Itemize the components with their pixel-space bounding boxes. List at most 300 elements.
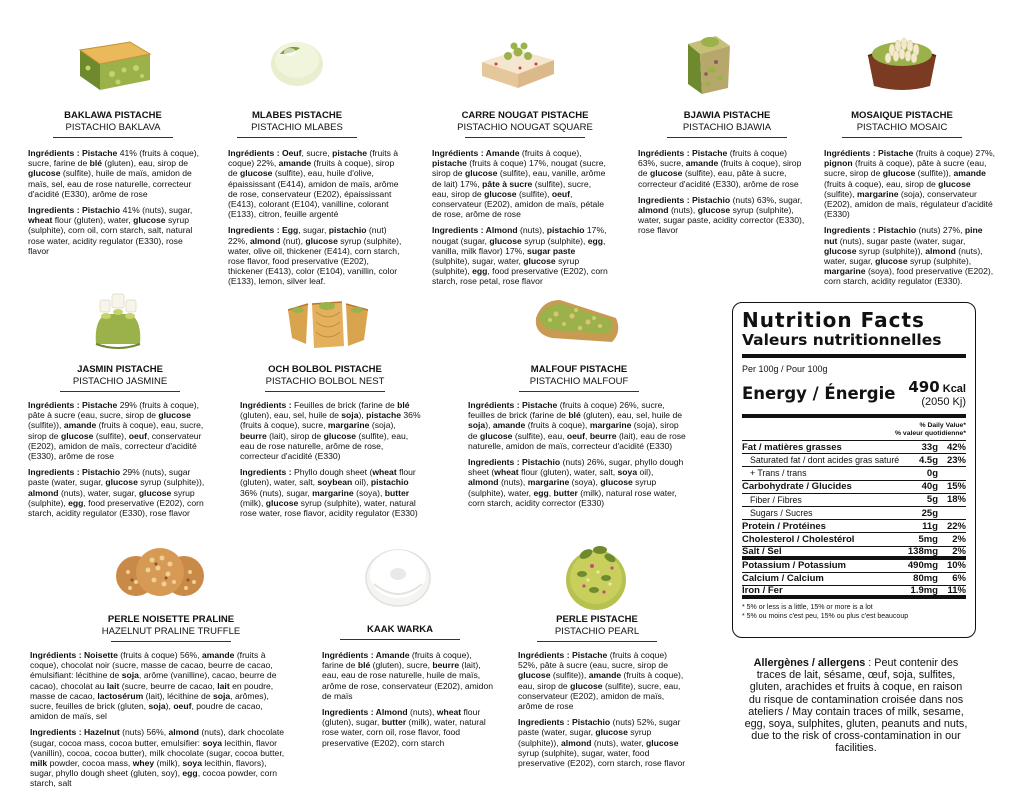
ingredient-bold: Ingrédients :: [30, 650, 84, 660]
ingredients-en: [28, 205, 203, 256]
nutrient-amount: 80mg: [913, 573, 938, 585]
ingredient-bold: Hazelnut: [83, 727, 120, 738]
ingredient-bold: wheat: [494, 467, 519, 478]
ingredient-text: 41% (fruits à coque), sucre, farine de: [28, 148, 200, 169]
nutrition-rows: [742, 441, 966, 599]
ingredient-text: en poudre, masse de cacao,: [30, 680, 274, 701]
product-title-en: PISTACHIO MOSAIC: [856, 122, 948, 133]
ingredient-bold: pistachio: [370, 477, 409, 488]
nutrient-label: Calcium / Calcium: [742, 573, 824, 585]
ingredient-bold: soja: [121, 670, 139, 681]
ingredient-bold: butter: [553, 487, 578, 498]
ingredient-bold: glucose: [570, 680, 603, 691]
ingredient-text: syrup (sulphite)),: [137, 477, 205, 488]
nutrient-label: + Trans / trans: [750, 468, 807, 479]
ingredient-bold: margarine: [589, 420, 632, 431]
nutrient-label: Cholesterol / Cholestérol: [742, 533, 855, 545]
product-title-fr: KAAK WARKA: [367, 624, 433, 635]
nutrition-row: [742, 481, 966, 494]
ingredient-text: lecithin, flavor (vanillin), cocoa, cocoa butter), milk chocolate (sugar, cocoa butter,: [30, 737, 285, 758]
ingredient-bold: Pistachio: [81, 205, 121, 216]
energy-kcal: 490: [908, 378, 940, 396]
ingredient-text: syrup (sulphite), water, olive oil, thickener (E414), corn starch, rose flavor, food preservative (E202), thickener (E413), color (E104), vanillin, color (E133), lemon, silver leaf.: [228, 235, 402, 287]
ingredient-bold: glucose: [489, 235, 522, 246]
ingredient-text: syrup (sulphite),: [521, 235, 588, 246]
ingredient-text: (sulfite)),: [550, 670, 589, 681]
product-title-en: PISTACHIO PEARL: [554, 626, 640, 637]
nutrition-row: [742, 520, 966, 533]
ingredient-text: , sugar,: [298, 225, 329, 236]
product-title-fr: OCH BOLBOL PISTACHE: [268, 364, 382, 375]
title-divider: [53, 137, 173, 138]
product-title-fr: JASMIN PISTACHE: [77, 364, 163, 375]
nutrition-row: [742, 533, 966, 546]
nutrition-subtitle: Valeurs nutritionnelles: [742, 331, 942, 349]
product-title: [512, 614, 682, 642]
ingredient-bold: lactosérum: [97, 690, 144, 701]
bolbol-image: [284, 288, 372, 354]
ingredient-text: (fruits à coque), sirop de: [228, 158, 395, 179]
ingredients-block: [322, 650, 494, 754]
perle-image: [560, 534, 632, 614]
ingredient-text: (sulfite), sucre, eau, conservateur (E202), amidon de maïs, arôme de rose: [518, 680, 681, 712]
nutrient-daily-value: 11%: [947, 585, 966, 597]
nutrition-energy: [742, 374, 966, 418]
ingredient-text: flour (gluten), sugar,: [322, 707, 481, 728]
energy-kj: (2050 Kj): [921, 396, 966, 408]
ingredient-text: (soya), food preservative (E202), corn starch, acidity regulator (E330).: [824, 266, 994, 287]
ingredient-text: (sulfite),: [516, 188, 552, 199]
product-title-fr: MOSAIQUE PISTACHE: [851, 110, 953, 121]
ingredients-fr: [518, 650, 686, 711]
ingredients-fr: [432, 148, 610, 219]
ingredient-bold: glucose: [28, 168, 61, 179]
ingredient-text: (nuts), water, sugar,: [824, 245, 983, 267]
ingredient-text: (sulfite), sucre, eau, sirop de: [432, 178, 592, 199]
ingredient-text: (nut) 22%,: [228, 225, 387, 246]
ingredient-bold: pâte à sucre: [482, 178, 533, 189]
ingredient-text: syrup (sulphite),: [432, 256, 580, 277]
ingredient-text: (sulfite), eau, eau de rose naturelle, arôme de rose, correcteur d'acidité (E330): [240, 430, 409, 462]
ingredient-text: (milk), natural rose water, corn starch, acidity corrector (E330): [468, 487, 677, 508]
ingredient-bold: egg: [472, 266, 488, 277]
ingredient-text: (sulfite), huile de maïs, amidon de maïs, sel, eau de rose naturelle, correcteur d'acidité (E330), arôme de rose: [28, 168, 192, 199]
product-title-en: PISTACHIO JASMINE: [72, 376, 168, 387]
nutrition-row: [742, 507, 966, 520]
ingredient-bold: Ingrédients :: [240, 400, 294, 410]
ingredient-bold: Almond: [485, 225, 518, 236]
nutrition-serving: Per 100g / Pour 100g: [742, 354, 966, 374]
ingredient-text: (nuts),: [407, 707, 437, 718]
ingredient-bold: glucose: [824, 245, 857, 256]
product-title-en: PISTACHIO MLABES: [251, 122, 343, 133]
ingredient-text: Feuilles de brick (farine de: [293, 400, 398, 410]
ingredients-en: [228, 225, 403, 286]
ingredient-bold: Ingredients :: [28, 205, 82, 216]
ingredient-bold: Ingredients :: [322, 707, 376, 718]
product-title-en: PISTACHIO MALFOUF: [529, 376, 629, 387]
nutrient-amount: 5mg: [918, 533, 938, 545]
ingredient-bold: glucose: [138, 487, 172, 498]
product-title: [240, 364, 410, 392]
ingredients-en: [824, 225, 996, 286]
ingredient-bold: almond: [468, 477, 499, 488]
ingredient-text: lecithin, flavors), sugar, phyllo dough sheet (gluten, soy),: [30, 758, 267, 779]
nutrient-amount: 0g: [926, 467, 938, 479]
title-divider: [340, 639, 460, 640]
nutrient-label: Salt / Sel: [742, 545, 782, 557]
ingredient-text: syrup (sulphite), water,: [468, 477, 657, 498]
ingredient-text: (nuts),: [668, 205, 698, 216]
title-divider: [842, 137, 962, 138]
ingredients-fr: [468, 400, 686, 451]
ingredient-bold: Ingredients :: [30, 727, 84, 738]
title-divider: [519, 391, 639, 392]
ingredient-bold: Amande: [375, 650, 410, 660]
product-title-fr: MLABES PISTACHE: [251, 110, 343, 121]
ingredients-fr: [240, 400, 422, 461]
ingredient-bold: glucose: [518, 670, 551, 681]
nutrition-footnote: [742, 599, 966, 621]
ingredient-text: ),: [358, 410, 367, 421]
ingredient-bold: Ingrédients :: [322, 650, 376, 660]
nutrient-amount: 5g: [926, 494, 938, 506]
ingredient-text: (milk), water, natural rose water, corn oil, rose flavor, food preservative (E202), corn starch: [322, 717, 486, 748]
ingredients-block: [824, 148, 996, 293]
ingredient-bold: Ingrédients :: [28, 148, 82, 158]
ingredient-bold: Ingredients :: [432, 225, 486, 236]
bjawia-image: [682, 26, 734, 100]
ingredient-bold: soya: [202, 737, 223, 748]
ingredient-text: (fruits à coque) 22%,: [228, 148, 399, 169]
nutrient-label: Carbohydrate / Glucides: [742, 481, 852, 493]
ingredient-bold: glucose: [479, 430, 513, 441]
ingredient-text: (gluten), eau, sel, huile de: [580, 410, 683, 421]
nutrition-row: [742, 494, 966, 507]
ingredient-text: (milk),: [154, 758, 183, 769]
ingredient-bold: soja: [212, 690, 231, 701]
ingredient-text: (fruits à coque), pâte à sucre (eau, sucre, sirop de: [824, 158, 987, 179]
ingredient-text: (fruits à coque) 17%, nougat (sucre, sirop de: [432, 158, 606, 179]
ingredient-bold: pistache: [332, 148, 367, 158]
ingredient-text: (gluten), eau, sel, huile de: [240, 410, 342, 421]
energy-value: [908, 378, 966, 408]
ingredient-bold: almond: [168, 727, 200, 738]
ingredient-bold: soja: [468, 420, 486, 431]
ingredient-text: (nuts),: [517, 225, 547, 236]
ingredient-bold: Ingrédients :: [28, 400, 82, 410]
ingredient-bold: Ingredients :: [28, 467, 82, 478]
ingredient-bold: sugar paste: [527, 245, 576, 256]
ingredient-text: 29% (nuts), sugar paste (water, sugar,: [28, 467, 191, 488]
daily-value-en: % Daily Value*: [919, 422, 966, 429]
ingredient-bold: glucose: [595, 727, 628, 738]
ingredient-text: (nuts), sugar paste (water, sugar,: [837, 235, 966, 246]
product-title-fr: CARRE NOUGAT PISTACHE: [461, 110, 589, 121]
ingredient-bold: oeuf: [128, 430, 147, 441]
ingredient-bold: Almond: [375, 707, 408, 718]
title-divider: [465, 137, 585, 138]
ingredient-text: (soja), sirop de: [468, 420, 679, 441]
ingredient-bold: egg: [533, 487, 549, 498]
ingredient-text: (milk),: [240, 497, 266, 508]
ingredient-bold: Pistachio: [521, 457, 561, 468]
product-title-en: PISTACHIO BJAWIA: [682, 122, 772, 133]
ingredient-bold: margarine: [527, 477, 570, 488]
ingredient-text: , cocoa powder, corn starch, salt: [30, 768, 277, 789]
ingredient-bold: lait: [217, 680, 230, 691]
ingredient-bold: almond: [925, 245, 956, 256]
ingredient-text: (fruits à coque), farine de: [322, 650, 472, 671]
ingredient-text: Phyllo dough sheet (: [293, 467, 373, 478]
ingredients-fr: [28, 148, 203, 199]
ingredient-bold: lait: [106, 680, 120, 691]
nutrient-amount: 33g: [921, 441, 938, 453]
ingredient-bold: Ingrédients :: [518, 650, 572, 660]
ingredient-bold: soja: [148, 701, 166, 712]
ingredient-bold: pistachio: [546, 225, 585, 236]
ingredient-bold: almond: [638, 205, 669, 216]
ingredient-text: , vanilla, milk flavor) 17%,: [432, 235, 606, 256]
product-title-fr: MALFOUF PISTACHE: [530, 364, 628, 375]
nutrient-daily-value: 23%: [946, 454, 966, 466]
product-title: [440, 110, 610, 138]
nutrient-label: Saturated fat / dont acides gras saturé: [750, 455, 900, 466]
ingredient-bold: Ingredients :: [518, 717, 572, 728]
ingredient-text: (sulfite), eau, huile d'olive, épaississant (E414), amidon de maïs, arôme de rose, conservateur (E202), épaississant (E413), colorant (E104), vanilline, colorant (E133), citron, feuille argenté: [228, 168, 399, 220]
ingredient-bold: Pistache: [571, 650, 608, 660]
ingredient-text: , conservateur (E202), amidon de maïs, pétale de rose, arôme de rose: [432, 188, 604, 220]
ingredients-en: [518, 717, 686, 768]
ingredient-bold: Ingrédients :: [468, 400, 522, 410]
ingredient-text: (nuts) 27%,: [916, 225, 965, 236]
ingredients-en: [432, 225, 610, 286]
ingredient-bold: margarine: [312, 487, 354, 498]
ingredient-text: flour (gluten), water, salt,: [518, 467, 618, 478]
ingredient-text: (sulfite)),: [915, 168, 954, 179]
ingredient-bold: almond: [28, 487, 59, 498]
nutrient-daily-value: 6%: [952, 573, 966, 585]
ingredient-text: (sulfite),: [824, 188, 857, 199]
ingredient-bold: glucose: [875, 256, 908, 267]
daily-value-header: [742, 418, 966, 441]
ingredients-en: [638, 195, 808, 236]
footnote-fr: * 5% ou moins c'est peu, 15% ou plus c'est beaucoup: [742, 613, 909, 621]
ingredient-bold: Ingredients :: [468, 457, 522, 468]
ingredient-bold: wheat: [372, 467, 397, 478]
ingredient-text: ),: [165, 701, 174, 712]
ingredient-text: , conservateur (E202), amidon de maïs, correcteur d'acidité (E330), arôme de rose: [28, 430, 202, 462]
ingredients-en: [28, 467, 210, 518]
ingredient-text: (fruits à coque) 63%, sucre,: [638, 148, 788, 169]
nutrient-amount: 1.9mg: [910, 585, 938, 597]
ingredient-bold: Pistachio: [877, 225, 917, 236]
product-title-fr: PERLE NOISETTE PRALINE: [107, 614, 235, 625]
ingredient-bold: beurre: [589, 430, 617, 441]
ingredient-bold: glucose: [938, 178, 971, 189]
ingredient-text: (fruits à coque), eau, sirop de: [824, 178, 939, 189]
ingredient-bold: Egg: [281, 225, 299, 236]
title-divider: [60, 391, 180, 392]
ingredients-en: [468, 457, 686, 508]
ingredients-block: [28, 400, 210, 524]
ingredient-text: ),: [485, 420, 493, 431]
ingredient-text: , arôme (vanilline), cacao, beurre de cacao), chocolat au: [30, 670, 277, 691]
product-title: [86, 614, 256, 642]
daily-value-fr: % valeur quotidienne*: [894, 430, 966, 437]
product-title: [812, 110, 992, 138]
nutrient-amount: 138mg: [907, 545, 938, 557]
ingredient-bold: wheat: [436, 707, 462, 718]
ingredient-bold: egg: [587, 235, 604, 246]
ingredient-bold: glucose: [697, 205, 731, 216]
product-title-fr: BAKLAWA PISTACHE: [64, 110, 162, 121]
ingredient-text: (nuts) 63%, sugar,: [730, 194, 803, 205]
ingredient-bold: Pistachio: [571, 717, 611, 728]
ingredient-bold: margarine: [856, 188, 899, 199]
ingredient-text: (fruits à coque), eau, sirop de: [518, 670, 684, 691]
ingredient-text: (fruits à coque) 26%, sucre, feuilles de brick (farine de: [468, 400, 665, 421]
product-title-en: PISTACHIO NOUGAT SQUARE: [457, 122, 593, 133]
ingredient-text: , food preservative (E202), corn starch, acidity regulator (E330), rose flavor: [28, 497, 204, 519]
product-title-en: PISTACHIO BOLBOL NEST: [265, 376, 385, 387]
ingredient-text: (gluten), sucre,: [370, 660, 433, 671]
ingredient-text: powder, cocoa mass,: [47, 758, 133, 769]
ingredient-text: (sulfite),: [93, 430, 129, 441]
jasmin-image: [88, 288, 148, 354]
ingredient-bold: Ingredients :: [638, 194, 692, 205]
ingredient-text: syrup (sulphite),: [907, 256, 972, 267]
nutrition-row: [742, 573, 966, 586]
ingredient-bold: egg: [68, 497, 84, 508]
ingredients-block: [228, 148, 403, 293]
nutrient-label: Potassium / Potassium: [742, 560, 847, 572]
nutrient-daily-value: 18%: [946, 494, 966, 506]
nutrient-daily-value: 15%: [946, 481, 966, 493]
ingredient-text: , poudre de cacao, amidon de maïs, sel: [30, 701, 263, 722]
ingredient-text: ,: [585, 430, 590, 441]
ingredient-bold: amande: [492, 420, 526, 431]
ingredients-block: [468, 400, 686, 514]
nutrient-amount: 25g: [921, 507, 938, 519]
ingredients-block: [30, 650, 292, 792]
title-divider: [667, 137, 787, 138]
ingredient-bold: Pistachio: [691, 194, 731, 205]
ingredient-text: , arômes), sucre, feuilles de brick (gluten,: [30, 690, 269, 712]
nutrient-label: Sugars / Sucres: [750, 508, 813, 519]
ingredient-bold: butter: [384, 487, 410, 498]
product-title-fr: PERLE PISTACHE: [556, 614, 638, 625]
ingredients-fr: [228, 148, 403, 219]
ingredient-text: syrup (sulphite)),: [856, 245, 926, 256]
allergen-text: : Peut contenir des traces de lait, sésame, œuf, soja, sulfites, gluten, arachides et fruits à coque, en raison du risque de contamination croisée dans nos ateliers / May contain traces of milk, sesame, egg, soya, sulphites, gluten, peanuts and nuts, due to the risk of cross-contamination in our facilities.: [744, 657, 968, 755]
nutrient-daily-value: 2%: [952, 533, 966, 545]
ingredient-text: (nuts) 52%, sugar paste (water, sugar,: [518, 717, 681, 738]
ingredient-bold: Pistache: [521, 400, 558, 410]
ingredient-bold: pistache: [366, 410, 401, 421]
ingredient-bold: blé: [568, 410, 581, 421]
ingredient-text: (nuts) 26%, sugar, phyllo dough sheet (: [468, 457, 684, 478]
title-divider: [537, 641, 657, 642]
ingredient-bold: amande: [278, 158, 312, 169]
ingredients-block: [432, 148, 610, 293]
ingredient-bold: glucose: [649, 168, 683, 179]
ingredient-text: 17%, nougat (sugar,: [432, 225, 607, 246]
ingredient-text: (soya),: [569, 477, 601, 488]
nutrition-row: [742, 467, 966, 480]
nutrient-daily-value: 2%: [952, 545, 966, 557]
ingredient-bold: oeuf: [566, 430, 586, 441]
ingredients-en: [322, 707, 494, 748]
product-title-fr: BJAWIA PISTACHE: [683, 110, 771, 121]
ingredient-text: syrup (sulphite), corn oil, corn starch, salt, natural rose water, acidity regulator (E330), rose flavor: [28, 215, 193, 256]
ingredient-text: (nuts), water,: [591, 737, 646, 748]
product-title: [212, 110, 382, 138]
ingredient-bold: pignon: [824, 158, 853, 169]
ingredient-bold: Noisette: [83, 650, 118, 660]
ingredient-text: (nut),: [280, 235, 306, 246]
ingredient-text: (nuts),: [498, 477, 528, 488]
ingredient-bold: whey: [132, 758, 155, 769]
ingredient-bold: glucose: [105, 477, 138, 488]
ingredient-text: flour (gluten), water,: [52, 215, 134, 226]
ingredient-text: (sulfite), eau,: [512, 430, 567, 441]
ingredient-bold: beurre: [432, 660, 460, 671]
ingredient-text: oil),: [637, 467, 654, 478]
ingredient-text: syrup (sulphite),: [28, 487, 195, 508]
ingredient-text: 36% (fruits à coque), sucre,: [240, 410, 421, 431]
ingredient-text: (gluten), eau, sirop de: [102, 158, 189, 169]
ingredient-bold: glucose: [600, 477, 633, 488]
kaak-image: [362, 540, 434, 610]
carre-image: [472, 28, 562, 94]
nutrient-amount: 490mg: [907, 560, 938, 572]
nutrient-label: Protein / Protéines: [742, 520, 826, 532]
ingredient-text: syrup (sulphite), water, sugar paste, acidity corrector (E330), rose flavor: [638, 205, 805, 236]
ingredient-bold: blé: [357, 660, 371, 671]
energy-label: Energy / Énergie: [742, 384, 896, 403]
ingredient-text: (sulfite), eau, pâte à sucre, correcteur d'acidité (E330), arôme de rose: [638, 168, 799, 189]
ingredient-bold: glucose: [239, 168, 273, 179]
ingredient-bold: margarine: [824, 266, 866, 277]
ingredients-fr: [638, 148, 808, 189]
allergen-label: Allergènes / allergens: [753, 657, 866, 669]
ingredient-bold: Pistache: [81, 148, 118, 158]
ingredient-bold: glucose: [484, 188, 517, 199]
ingredient-text: flour (gluten), water, salt,: [240, 467, 416, 488]
ingredient-bold: glucose: [158, 410, 191, 421]
mosaique-image: [862, 24, 942, 94]
nutrition-row: [742, 454, 966, 467]
ingredients-fr: [28, 400, 210, 461]
ingredient-text: (sulphite), sugar, water,: [432, 256, 524, 267]
nutrition-title: Nutrition Facts: [742, 308, 925, 332]
ingredient-bold: pistache: [432, 158, 467, 169]
malfouf-image: [528, 288, 624, 356]
ingredient-bold: glucose: [323, 430, 357, 441]
ingredient-bold: glucose: [464, 168, 498, 179]
ingredient-bold: soybean: [317, 477, 353, 488]
ingredient-bold: soja: [341, 410, 359, 421]
ingredients-block: [638, 148, 808, 242]
ingredient-bold: glucose: [646, 737, 679, 748]
ingredient-bold: soya: [617, 467, 638, 478]
ingredient-bold: pine nut: [824, 225, 983, 246]
ingredient-text: (fruits à coque) 27%,: [913, 148, 996, 158]
ingredient-bold: wheat: [28, 215, 53, 226]
nutrient-label: Fat / matières grasses: [742, 441, 842, 453]
ingredient-bold: Ingredients :: [228, 225, 282, 236]
